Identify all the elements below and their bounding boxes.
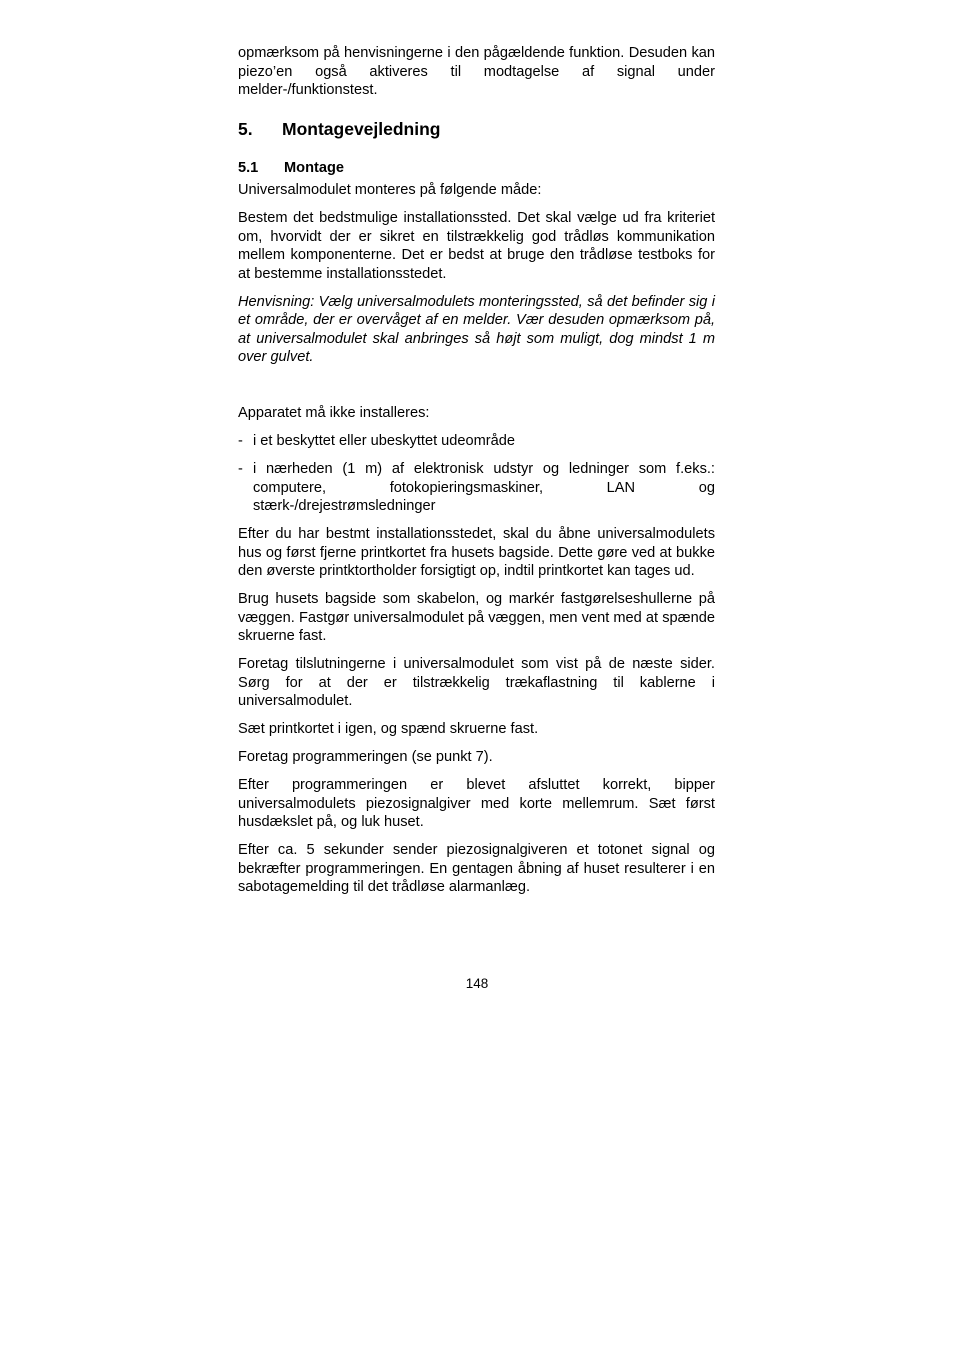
subsection-number: 5.1 (238, 159, 259, 176)
open-housing-paragraph: Efter du har bestmt installationsstedet, skal du åbne universalmodulets hus og først fjerne printkortet fra husets bagside. Dette gøre ved at bukke den øverste printktortholder forsigtigt op, indtil printkortet kan tages ud. (238, 526, 715, 579)
section-number: 5. (238, 118, 253, 139)
section-title: Montagevejledning (282, 118, 441, 139)
spacer (238, 376, 715, 404)
bullet-text: i et beskyttet eller ubeskyttet udeområde (253, 433, 516, 449)
confirmation-paragraph: Efter ca. 5 sekunder sender piezosignalgiveren et totonet signal og bekræfter programmeringen. En gentagen åbning af huset resulterer i en sabotagemelding til det trådløse alarmanlæg. (238, 842, 715, 895)
insert-board-paragraph: Sæt printkortet i igen, og spænd skruerne fast. (238, 721, 539, 737)
list-item (238, 460, 715, 516)
after-programming-paragraph: Efter programmeringen er blevet afsluttet korrekt, bipper universalmodulets piezosignalgiver med korte mellemrum. Sæt først husdækslet på, og luk huset. (238, 777, 715, 830)
subsection-heading (238, 159, 715, 178)
bullet-text: i nærheden (1 m) af elektronisk udstyr og ledninger som f.eks.: computere, fotokopieringsmaskiner, LAN og stærk-/drejestrømsledninger (253, 461, 715, 514)
list-item (238, 432, 715, 451)
document-body (238, 44, 715, 906)
subsection-title: Montage (284, 159, 344, 176)
intro-paragraph: opmærksom på henvisningerne i den pågældende funktion. Desuden kan piezo’en også aktiveres til modtagelse af signal under melder-/funktionstest. (238, 45, 715, 98)
bullet-dash: - (238, 461, 243, 477)
mounting-intro-paragraph: Universalmodulet monteres på følgende måde: (238, 182, 542, 198)
mark-holes-paragraph: Brug husets bagside som skabelon, og markér fastgørelseshullerne på væggen. Fastgør universalmodulet på væggen, men vent med at spænde skruerne fast. (238, 591, 715, 644)
not-install-paragraph: Apparatet må ikke installeres: (238, 405, 430, 421)
section-heading (238, 118, 715, 140)
bullet-dash: - (238, 433, 243, 449)
programming-paragraph: Foretag programmeringen (se punkt 7). (238, 749, 493, 765)
page-number: 148 (465, 976, 489, 991)
note-paragraph: Henvisning: Vælg universalmodulets monteringssted, så det befinder sig i et område, der er overvåget af en melder. Vær desuden opmærksom på, at universalmodulet skal anbringes så højt som muligt, dog mindst 1 m over gulvet. (238, 293, 715, 365)
connections-paragraph: Foretag tilslutningerne i universalmodulet som vist på de næste sider. Sørg for at der er tilstrækkelig trækaflastning til kablerne i universalmodulet. (238, 656, 715, 709)
location-paragraph: Bestem det bedstmulige installationssted. Det skal vælge ud fra kriteriet om, hvorvidt der er sikret en tilstrækkelig god trådløs kommunikation mellem komponenterne. Det er bedst at bruge den trådløse testboks for at bestemme installationsstedet. (238, 210, 715, 282)
